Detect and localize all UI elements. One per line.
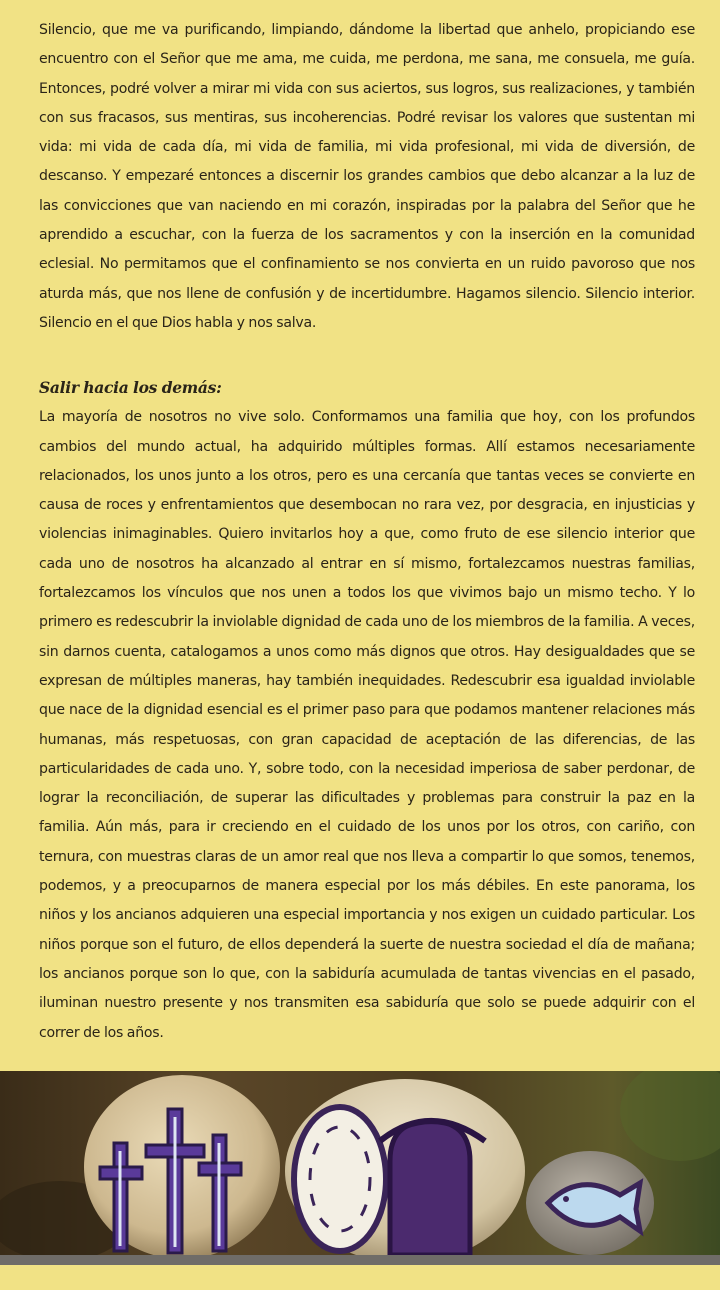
painted-stones-image <box>0 1071 720 1255</box>
three-crosses-stone <box>84 1075 280 1255</box>
fish-stone <box>526 1151 654 1255</box>
page-footer-area <box>0 1265 720 1290</box>
article-body <box>39 16 695 1048</box>
article-paragraph-silencio: Silencio, que me va purificando, limpiando, dándome la libertad que anhelo, propiciando ese encuentro con el Señor que me ama, me cuida, me perdona, me sana, me consuela, me guía. Entonces, podré volver a mirar mi vida con sus aciertos, sus logros, sus realizaciones, y también con sus fracasos, sus mentiras, sus incoherencias. Podré revisar los valores que sustentan mi vida: mi vida de cada día, mi vida de familia, mi vida profesional, mi vida de diversión, de descanso. Y empezaré entonces a discernir los grandes cambios que debo alcanzar a la luz de las convicciones que van naciendo en mi corazón, inspiradas por la palabra del Señor que he aprendido a escuchar, con la fuerza de los sacramentos y con la inserción en la comunidad eclesial. No permitamos que el confinamiento se nos convierta en un ruido pavoroso que nos aturda más, que nos llene de confusión y de incertidumbre. Hagamos silencio. Silencio interior. Silencio en el que Dios habla y nos salva. <box>39 22 695 331</box>
empty-tomb-stone <box>285 1079 525 1255</box>
paragraph-spacer <box>39 338 695 373</box>
article-paragraph-familia: La mayoría de nosotros no vive solo. Conformamos una familia que hoy, con los profundos cambios del mundo actual, ha adquirido múltiples formas. Allí estamos necesariamente relacionados, los unos junto a los otros, pero es una cercanía que tantas veces se convierte en causa de roces y enfrentamientos que desembocan no rara vez, por desgracia, en injusticias y violencias inimaginables. Quiero invitarlos hoy a que, como fruto de ese silencio interior que cada uno de nosotros ha alcanzado al entrar en sí mismo, fortalezcamos nuestras familias, fortalezcamos los vínculos que nos unen a todos los que vivimos bajo un mismo techo. Y lo primero es redescubrir la inviolable dignidad de cada uno de los miembros de la familia. A veces, sin darnos cuenta, catalogamos a unos como más dignos que otros. Hay desigualdades que se expresan de múltiples maneras, hay también inequidades. Redescubrir esa igualdad inviolable que nace de la dignidad esencial es el primer paso para que podamos mantener relaciones más humanas, más respetuosas, con gran capacidad de aceptación de las diferencias, de las particularidades de cada uno. Y, sobre todo, con la necesidad imperiosa de saber perdonar, de lograr la reconciliación, de superar las dificultades y problemas para construir la paz en la familia. Aún más, para ir creciendo en el cuidado de los unos por los otros, con cariño, con ternura, con muestras claras de un amor real que nos lleva a compartir lo que somos, tenemos, podemos, y a preocuparnos de manera especial por los más débiles. En este panorama, los niños y los ancianos adquieren una especial importancia y nos exigen un cuidado particular. Los niños porque son el futuro, de ellos dependerá la suerte de nuestra sociedad el día de mañana; los ancianos porque son lo que, con la sabiduría acumulada de tantas vivencias en el pasado, iluminan nuestro presente y nos transmiten esa sabiduría que solo se puede adquirir con el correr de los años. <box>39 409 695 1041</box>
bottom-divider-bar <box>0 1255 720 1265</box>
section-heading: Salir hacia los demás: <box>39 378 222 398</box>
